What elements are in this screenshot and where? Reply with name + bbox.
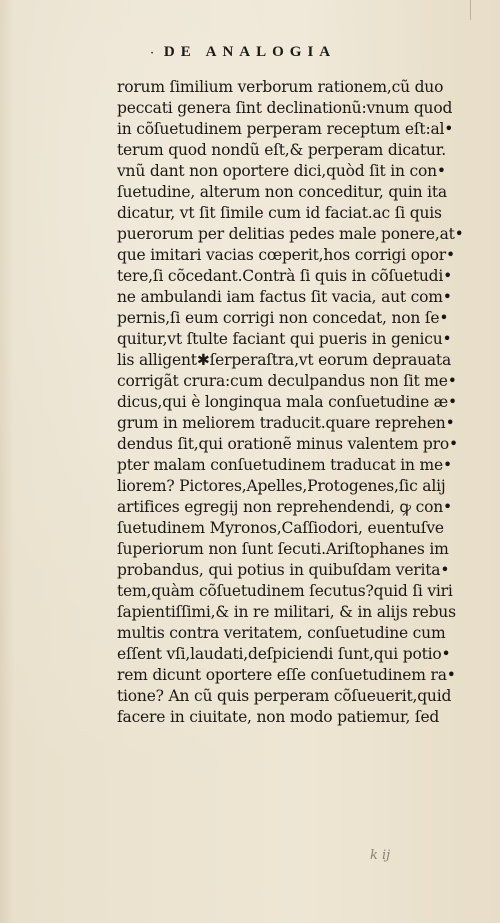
text-line: eſſent vſi,laudati,deſpiciendi ſunt,qui potio• (117, 645, 451, 663)
text-line: artifices egregij non reprehendendi, ꝙ con• (117, 498, 452, 516)
text-line: probandus, qui potius in quibuſdam verita• (117, 561, 450, 579)
page-edge-mark (470, 0, 477, 20)
text-line: dicus,qui è longinqua mala conſuetudine æ• (117, 393, 457, 411)
text-line: ſuetudine, alterum non conceditur, quin ita (117, 183, 447, 201)
text-line: pernis,ſi eum corrigi non concedat, non ſe• (117, 309, 449, 327)
text-line: multis contra veritatem, conſuetudine cum (117, 624, 446, 642)
text-line: dicatur, vt ſit ſimile cum id faciat.ac ſi quis (117, 204, 442, 222)
text-line: quitur,vt ſtulte faciant qui pueris in genicu• (117, 330, 452, 348)
text-line: grum in meliorem traducit.quare reprehen• (117, 414, 455, 432)
text-line: terum quod nondũ eſt,& perperam dicatur. (117, 141, 446, 159)
running-title: DE ANALOGIA (163, 44, 337, 60)
text-line: facere in ciuitate, non modo patiemur, ſed (117, 708, 440, 726)
text-line: ne ambulandi iam factus ſit vacia, aut com• (117, 288, 452, 306)
text-line: ſuperiorum non ſunt ſecuti.Ariſtophanes im (117, 540, 449, 558)
text-line: tione? An cũ quis perperam cõſueuerit,quid (117, 687, 452, 705)
header-ornament: · (150, 46, 155, 61)
text-line: peccati genera ſint declinationũ:vnum quod (117, 99, 453, 117)
text-line: vnũ dant non oportere dici,quòd ſit in con• (117, 162, 446, 180)
text-line: puerorum per delitias pedes male ponere,at• (117, 225, 464, 243)
signature-mark: k ij (370, 848, 391, 863)
text-line: lis alligent✱ſerperaſtra,vt eorum deprauata (117, 351, 452, 369)
body-text (117, 77, 489, 728)
text-line: pter malam conſuetudinem traducat in me• (117, 456, 452, 474)
text-line: liorem? Pictores,Apelles,Protogenes,ſic alij (117, 477, 446, 495)
text-line: que imitari vacias cœperit,hos corrigi opor• (117, 246, 455, 264)
text-line: tem,quàm cõſuetudinem ſecutus?quid ſi viri (117, 582, 453, 600)
text-line: tere,ſi cõcedant.Contrà ſi quis in cõſuetudi• (117, 267, 453, 285)
text-line: dendus ſit,qui orationẽ minus valentem pro• (117, 435, 458, 453)
text-line: ſapientiſſimi,& in re militari, & in alijs rebus (117, 603, 456, 621)
text-line: in cõſuetudinem perperam receptum eſt:al• (117, 120, 454, 138)
text-line: ſuetudinem Myronos,Caſſiodori, euentuſve (117, 519, 444, 537)
text-line: rorum ſimilium verborum rationem,cũ duo (117, 78, 444, 96)
text-line: corrigãt crura:cum deculpandus non ſit me• (117, 372, 457, 390)
text-line: rem dicunt oportere eſſe conſuetudinem ra• (117, 666, 456, 684)
